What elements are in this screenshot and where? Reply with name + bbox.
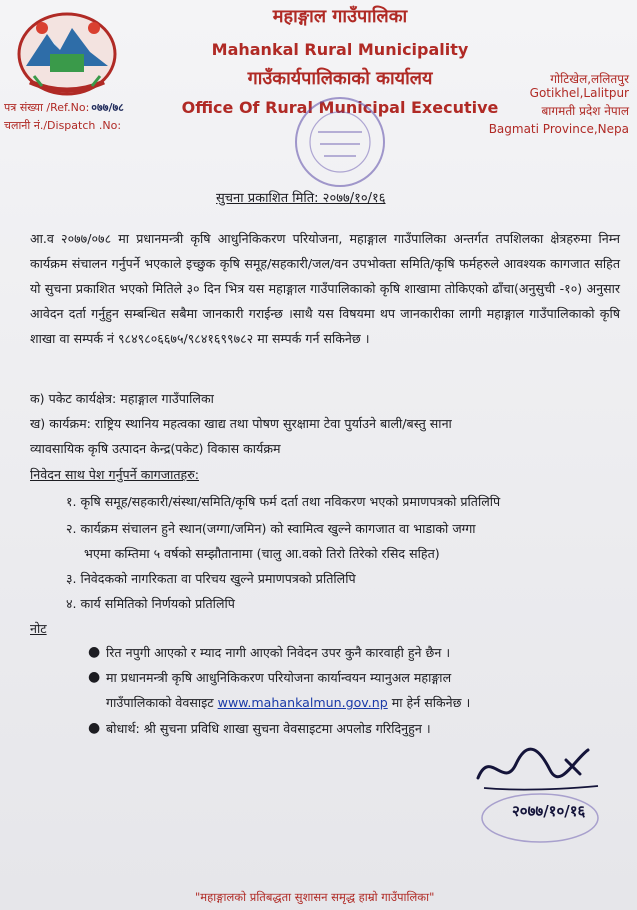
- en-title: Mahankal Rural Municipality: [211, 40, 469, 59]
- item-ka: क) पकेट कार्यक्षेत्र: महाङ्गाल गाउँपालिका: [30, 391, 214, 406]
- province-np: बागमती प्रदेश नेपाल: [541, 104, 629, 118]
- note-2-line2: गाउँपालिकाको वेवसाइट www.mahankalmun.gov.np मा हेर्न सकिनेछ ।: [106, 695, 471, 710]
- doc-item-2-line2: भएमा कम्तिमा ५ वर्षको सम्झौतानामा (चालु आ.वको तिरो तिरेको रसिद सहित): [84, 546, 440, 561]
- doc-item-4: ४. कार्य समितिको निर्णयको प्रतिलिपि: [66, 596, 235, 611]
- note-heading: नोट: [30, 621, 47, 636]
- doc-item-2-line1: २. कार्यक्रम संचालन हुने स्थान(जग्गा/जमिन) को स्वामित्व खुल्ने कागजात वा भाडाको जग्गा: [66, 521, 476, 536]
- docs-heading: निवेदन साथ पेश गर्नुपर्ने कागजातहरु:: [30, 467, 199, 482]
- signature-icon: [470, 730, 620, 850]
- item-kha-line1: ख) कार्यक्रम: राष्ट्रिय स्थानिय महत्वका खाद्य तथा पोषण सुरक्षामा टेवा पुर्याउने बाली/बस्तु साना: [30, 416, 452, 431]
- doc-item-3: ३. निवेदकको नागरिकता वा परिचय खुल्ने प्रमाणपत्रको प्रतिलिपि: [66, 571, 356, 586]
- bullet-icon: ●: [88, 720, 101, 736]
- nepal-emblem-icon: [12, 6, 122, 98]
- province-en: Bagmati Province,Nepa: [488, 122, 629, 136]
- np-office: गाउँकार्यपालिकाको कार्यालय: [247, 68, 433, 89]
- address-np: गोटिखेल,ललितपुर: [550, 72, 629, 86]
- dispatch-number: चलानी नं./Dispatch .No:: [4, 119, 122, 132]
- footer-slogan: "महाङ्गालको प्रतिबद्धता सुशासन समृद्ध हाम्रो गाउँपालिका": [195, 890, 435, 904]
- note-3: ● बोधार्थ: श्री सुचना प्रविधि शाखा सुचना वेवसाइटमा अपलोड गरिदिनुहुन ।: [106, 716, 622, 741]
- bullet-icon: ●: [88, 669, 101, 685]
- ref-value: ०७७/७८: [91, 101, 124, 114]
- np-title: महाङ्गाल गाउँपालिका: [272, 6, 408, 27]
- website-link[interactable]: www.mahankalmun.gov.np: [217, 695, 388, 710]
- intro-paragraph: आ.व २०७७/०७८ मा प्रधानमन्त्री कृषि आधुनिकिकरण परियोजना, महाङ्गाल गाउँपालिका अन्तर्गत तपशिलका क्षेत्रहरुमा निम्न कार्यक्रम संचालन गर्नुपर्ने भएकाले इच्छुक कृषि समूह/सहकारी/जल/वन उपभोक्ता समिति/कृषि फर्महरुले आवश्यक कागजात सहित यो सुचना प्रकाशित भएको मितिले ३० दिन भित्र यस महाङ्गाल गाउँपालिकाको कृषि शाखामा तोकिएको ढाँचा(अनुसुची -१०) अनुसार आवेदन दर्ता गर्नुहुन सम्बन्धित सबैमा जानकारी गराईन्छ ।साथै यस विषयमा थप जानकारीका लागी महाङ्गाल गाउँपालिकाको कृषि शाखा वा सम्पर्क नं ९८४९८०६६७५/९८४१६९९७८२ मा सम्पर्क गर्न सकिनेछ ।: [30, 231, 620, 346]
- doc-item-1: १. कृषि समूह/सहकारी/संस्था/समिति/कृषि फर्म दर्ता तथा नविकरण भएको प्रमाणपत्रको प्रतिलिपि: [66, 494, 501, 509]
- signature-date: २०७७/१०/१६: [512, 802, 586, 820]
- ref-number: पत्र संख्या /Ref.No: ०७७/७८: [4, 101, 124, 114]
- office-seal-stamp-icon: [290, 92, 390, 192]
- note-2: ● मा प्रधानमन्त्री कृषि आधुनिकिकरण परियोजना कार्यान्वयन म्यानुअल महाङ्गाल: [106, 665, 622, 690]
- address-en: Gotikhel,Lalitpur: [529, 86, 629, 100]
- bullet-icon: ●: [88, 644, 101, 660]
- item-kha-line2: व्यावसायिक कृषि उत्पादन केन्द्र(पकेट) विकास कार्यक्रम: [30, 441, 281, 456]
- notice-date: सुचना प्रकाशित मिति: २०७७/१०/१६: [216, 191, 386, 206]
- note-1: ● रित नपुगी आएको र म्याद नागी आएको निवेदन उपर कुनै कारवाही हुने छैन ।: [106, 640, 616, 665]
- en-office: Office Of Rural Municipal Executive: [181, 98, 499, 117]
